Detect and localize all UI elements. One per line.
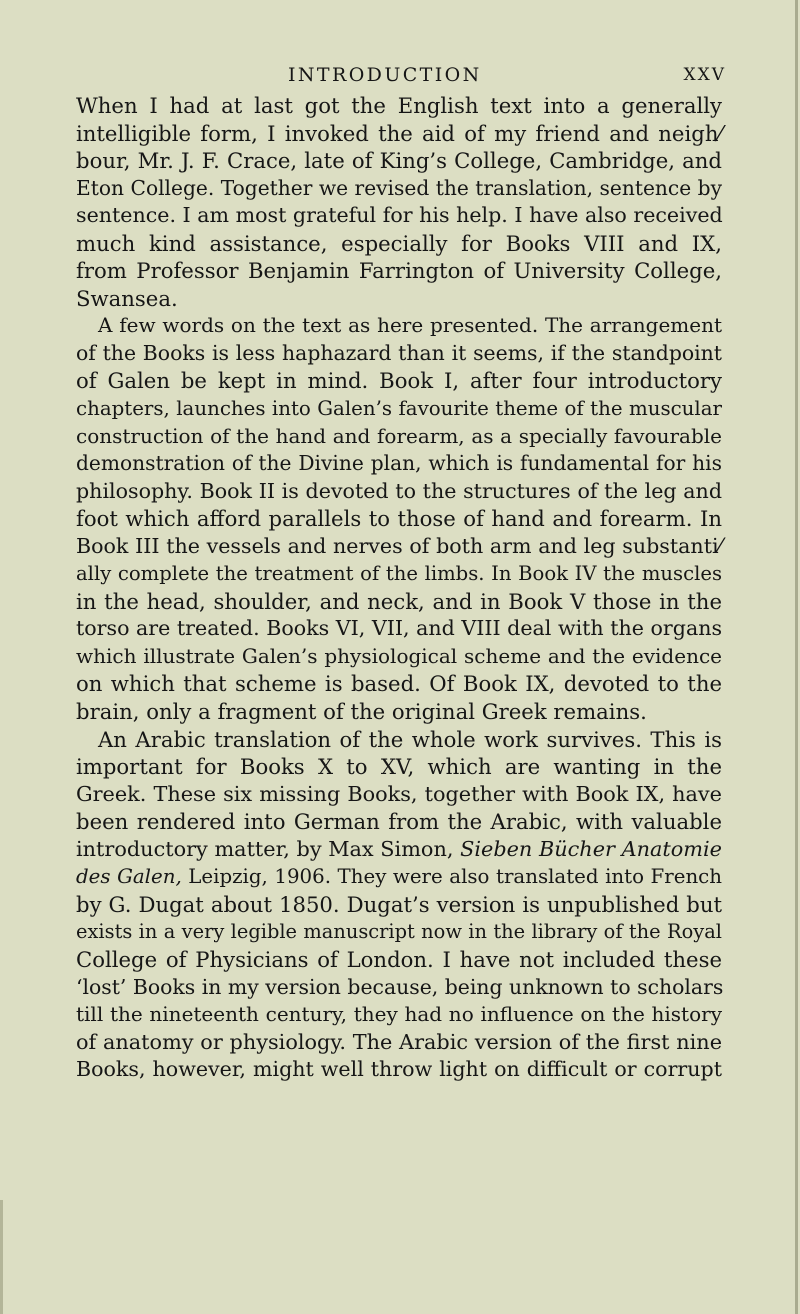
book-title-italic: des Galen,: [76, 865, 182, 889]
page-edge-right: [795, 0, 798, 1314]
text-line: Eton College. Together we revised the translation, sentence by: [76, 175, 722, 200]
text-line: A few words on the text as here presented. The arrangement: [98, 313, 722, 338]
text-line: of anatomy or physiology. The Arabic version of the first nine: [76, 1029, 722, 1054]
book-title-italic: Sieben Bücher Anatomie: [460, 836, 722, 861]
running-head: [76, 62, 726, 88]
text-line: demonstration of the Divine plan, which is fundamental for his: [76, 451, 722, 476]
text-segment: introductory matter, by Max Simon,: [76, 836, 454, 861]
body-text: [76, 92, 722, 1084]
text-line: ‘lost’ Books in my version because, being unknown to scholars: [76, 974, 724, 999]
text-line: An Arabic translation of the whole work survives. This is: [98, 726, 722, 752]
text-line: sentence. I am most grateful for his help. I have also received: [76, 203, 723, 228]
text-line: of Galen be kept in mind. Book I, after four introductory: [76, 368, 722, 394]
text-line: brain, only a fragment of the original Greek remains.: [76, 699, 647, 725]
text-line: exists in a very legible manuscript now in the library of the Royal: [76, 920, 722, 944]
text-line: ally complete the treatment of the limbs. In Book IV the muscles: [76, 562, 722, 586]
text-line: torso are treated. Books VI, VII, and VIII deal with the organs: [76, 616, 723, 641]
text-line: of the Books is less haphazard than it seems, if the standpoint: [76, 340, 722, 365]
text-line: Greek. These six missing Books, together with Book IX, have: [76, 781, 722, 806]
text-line: Books, however, might well throw light on difficult or corrupt: [76, 1057, 722, 1082]
text-line: bour, Mr. J. F. Crace, late of King’s College, Cambridge, and: [76, 148, 722, 174]
text-line: foot which afford parallels to those of hand and forearm. In: [76, 506, 722, 532]
text-line: Swansea.: [76, 285, 178, 311]
text-line: from Professor Benjamin Farrington of University College,: [76, 258, 722, 284]
text-line: Book III the vessels and nerves of both arm and leg substanti⁄: [76, 533, 722, 558]
text-line: on which that scheme is based. Of Book IX, devoted to the: [76, 671, 722, 697]
text-line-with-title: [76, 836, 722, 864]
page-edge-left: [0, 1200, 3, 1314]
text-line: When I had at last got the English text into a generally: [76, 93, 722, 118]
text-line: construction of the hand and forearm, as a specially favourable: [76, 423, 722, 448]
text-line: been rendered into German from the Arabic, with valuable: [76, 809, 722, 835]
text-line: important for Books X to XV, which are wanting in the: [76, 754, 722, 780]
text-line: intelligible form, I invoked the aid of my friend and neigh⁄: [76, 120, 722, 146]
text-line: which illustrate Galen’s physiological scheme and the evidence: [76, 643, 722, 668]
text-line: philosophy. Book II is devoted to the structures of the leg and: [76, 478, 722, 503]
text-line: by G. Dugat about 1850. Dugat’s version is unpublished but: [76, 891, 722, 917]
running-head-title: INTRODUCTION: [288, 64, 482, 86]
page-number: XXV: [683, 65, 726, 85]
text-line: chapters, launches into Galen’s favourite theme of the muscular: [76, 397, 722, 421]
text-line-with-title: [76, 863, 722, 891]
text-line: much kind assistance, especially for Books VIII and IX,: [76, 230, 722, 256]
text-line: in the head, shoulder, and neck, and in Book V those in the: [76, 588, 722, 614]
text-line: till the nineteenth century, they had no influence on the history: [76, 1002, 722, 1027]
text-segment: Leipzig, 1906. They were also translated into French: [188, 865, 723, 889]
text-line: College of Physicians of London. I have not included these: [76, 946, 722, 972]
